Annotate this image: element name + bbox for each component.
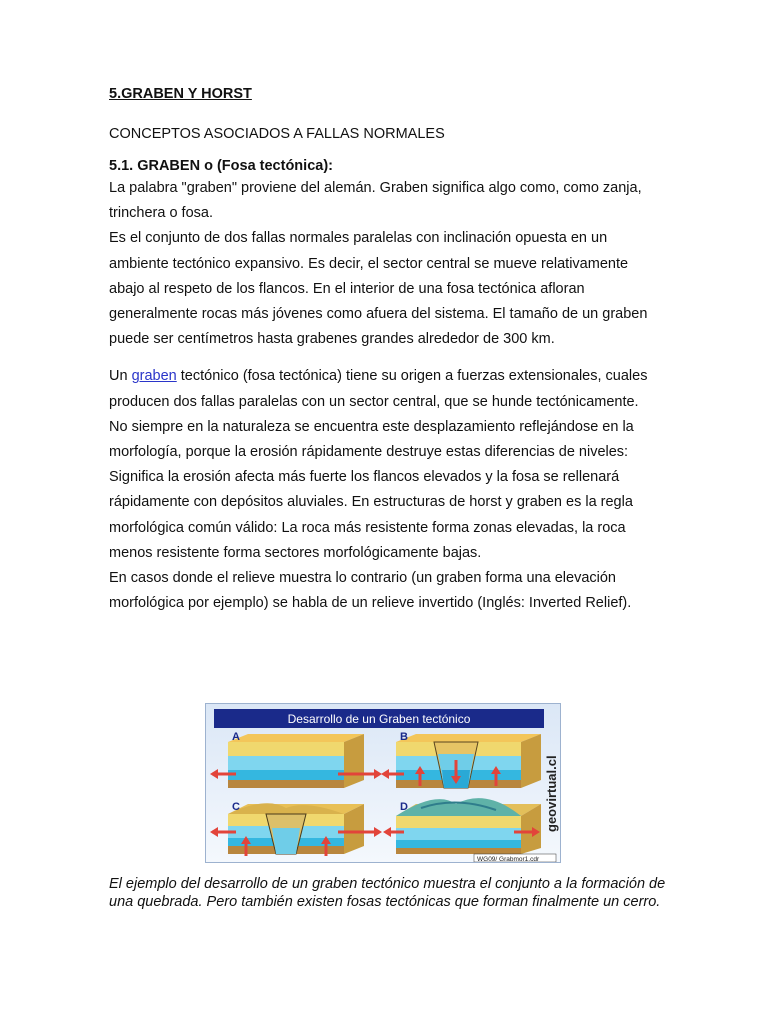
paragraph-2: Es el conjunto de dos fallas normales paralelas con inclinación opuesta en un ambiente tectónico expansivo. Es decir, el sector central se mueve relativamente abajo al respeto de los flancos. En el interior de una fosa tectónica afloran generalmente rocas más jóvenes como afuera del sistema. El tamaño de un graben puede ser centímetros hasta grabenes grandes alrededor de 300 km. — [109, 230, 648, 348]
figure-watermark: geovirtual.cl — [544, 755, 559, 832]
panel-label-d: D — [400, 801, 408, 813]
panel-d — [383, 798, 541, 854]
page-heading: 5.GRABEN Y HORST — [109, 86, 252, 102]
figure-caption: El ejemplo del desarrollo de un graben tectónico muestra el conjunto a la formación de una quebrada. Pero también existen fosas tectónicas que forman finalmente un cerro. — [109, 876, 666, 910]
paragraph-3-rest: tectónico (fosa tectónica) tiene su origen a fuerzas extensionales, cuales producen dos fallas paralelas con un sector central, que se hunde tectónicamente. No siempre en la naturaleza se encuentra este desplazamiento reflejándose en la morfología, porque la erosión rápidamente destruye estas diferencias de niveles: Significa la erosión afecta más fuerte los flancos elevados y la fosa se rellenará rápidamente con depósitos aluviales. En estructuras de horst y graben es la regla morfológica común válido: La roca más resistente forma zonas elevadas, la roca menos resistente forma sectores morfológicamente bajas. — [109, 368, 648, 561]
panel-b — [381, 731, 541, 788]
subtitle: CONCEPTOS ASOCIADOS A FALLAS NORMALES — [109, 126, 445, 142]
section-title: 5.1. GRABEN o (Fosa tectónica): — [109, 158, 333, 174]
figure-credit: WG09/ Grabmor1.cdr — [477, 856, 540, 862]
graben-link[interactable]: graben — [131, 368, 177, 385]
panel-c — [210, 801, 382, 856]
graben-diagram — [206, 704, 560, 862]
panel-label-c: C — [232, 801, 240, 813]
paragraph-3-prefix: Un — [109, 368, 132, 385]
panel-a — [210, 731, 382, 788]
paragraph-1: La palabra "graben" proviene del alemán. Graben significa algo como, como zanja, trinchera o fosa. — [109, 180, 642, 222]
paragraph-4: En casos donde el relieve muestra lo contrario (un graben forma una elevación morfológica por ejemplo) se habla de un relieve invertido (Inglés: Inverted Relief). — [109, 570, 632, 612]
graben-figure — [205, 703, 561, 863]
paragraph-3 — [109, 364, 661, 566]
figure-title: Desarrollo de un Graben tectónico — [287, 712, 471, 726]
document-body — [109, 84, 661, 616]
panel-label-a: A — [232, 731, 240, 743]
panel-label-b: B — [400, 731, 408, 743]
